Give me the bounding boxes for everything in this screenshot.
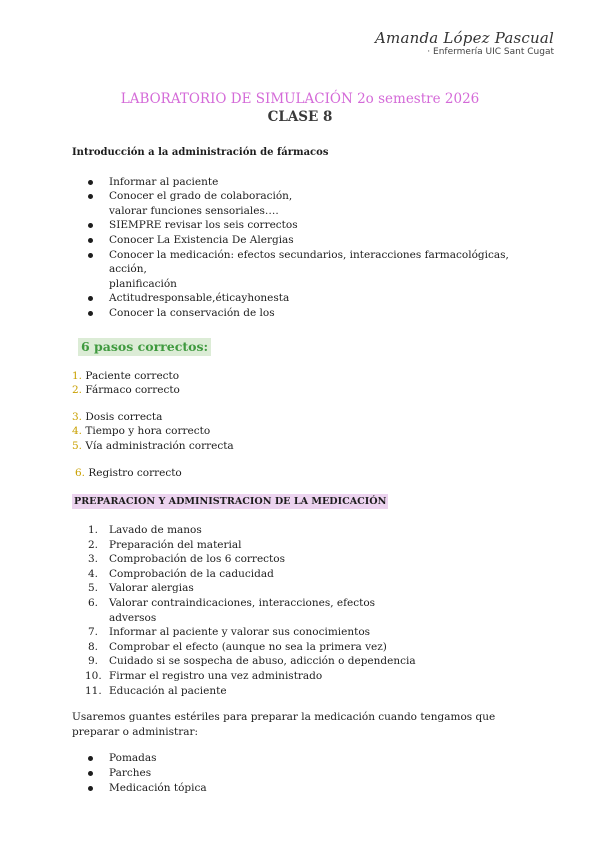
signature-name: Amanda López Pascual <box>375 29 554 47</box>
bullet-icon <box>88 756 93 761</box>
step-item: 4. Tiempo y hora correcto <box>72 425 211 438</box>
list-item: 5. Valorar alergias <box>88 582 194 595</box>
list-item-continuation: planificación <box>109 277 177 290</box>
list-item: 2. Preparación del material <box>88 538 242 551</box>
list-item: Parches <box>88 766 542 781</box>
steps-group-1 <box>72 369 542 398</box>
bullet-icon <box>88 180 93 185</box>
gloves-list <box>72 751 542 795</box>
bullet-icon <box>88 296 93 301</box>
steps-group-3 <box>72 466 542 481</box>
list-item: 3. Comprobación de los 6 correctos <box>88 553 285 566</box>
list-item: 9. Cuidado si se sospecha de abuso, adicción o dependencia <box>88 655 416 668</box>
bullet-icon <box>88 771 93 776</box>
list-item: 7. Informar al paciente y valorar sus conocimientos <box>88 626 371 639</box>
list-item: 6. Valorar contraindicaciones, interacciones, efectos <box>88 597 376 610</box>
spacer <box>72 398 542 410</box>
step-item: 1. Paciente correcto <box>72 369 180 382</box>
step-item: 2. Fármaco correcto <box>72 384 180 397</box>
signature-subtitle: · Enfermería UIC Sant Cugat <box>427 47 554 57</box>
intro-list <box>72 175 542 321</box>
document-body <box>72 146 542 795</box>
steps-group-2 <box>72 410 542 454</box>
author-signature <box>375 30 554 58</box>
gloves-paragraph: Usaremos guantes estériles para preparar la medicación cuando tengamos que preparar o administrar: <box>72 711 496 738</box>
list-item: SIEMPRE revisar los seis correctos <box>88 218 542 233</box>
prep-list <box>72 523 542 698</box>
bullet-icon <box>88 194 93 199</box>
page-title: LABORATORIO DE SIMULACIÓN 2o semestre 2026 <box>120 91 480 107</box>
list-item: Conocer la conservación de los <box>88 306 542 321</box>
steps-heading: 6 pasos correctos: <box>78 338 211 356</box>
prep-heading: PREPARACION Y ADMINISTRACION DE LA MEDICACIÓN <box>74 496 387 508</box>
list-item: 8. Comprobar el efecto (aunque no sea la primera vez) <box>88 640 387 653</box>
list-item: Medicación tópica <box>88 781 542 796</box>
bullet-icon <box>88 223 93 228</box>
bullet-icon <box>88 238 93 243</box>
step-item: 5. Vía administración correcta <box>72 439 234 452</box>
list-item-continuation: adversos <box>109 611 157 624</box>
intro-heading: Introducción a la administración de fármacos <box>72 147 329 158</box>
list-item: 10. Firmar el registro una vez administrado <box>85 670 323 683</box>
list-item: Informar al paciente <box>88 175 542 190</box>
list-item: Conocer la medicación: efectos secundarios, interacciones farmacológicas, acción, <box>88 248 542 277</box>
step-item: 6. Registro correcto <box>75 466 182 479</box>
page-subtitle: CLASE 8 <box>267 109 333 125</box>
step-item: 3. Dosis correcta <box>72 410 163 423</box>
list-item: 11. Educación al paciente <box>85 684 227 697</box>
list-item: Conocer el grado de colaboración, <box>88 189 542 204</box>
spacer <box>72 454 542 466</box>
list-item-continuation: valorar funciones sensoriales…. <box>109 204 279 217</box>
list-item: Pomadas <box>88 751 542 766</box>
list-item: 1. Lavado de manos <box>88 524 202 537</box>
bullet-icon <box>88 786 93 791</box>
bullet-icon <box>88 311 93 316</box>
bullet-icon <box>88 253 93 258</box>
list-item: Actitudresponsable,éticayhonesta <box>88 291 542 306</box>
list-item: Conocer La Existencia De Alergias <box>88 233 542 248</box>
list-item: 4. Comprobación de la caducidad <box>88 567 274 580</box>
